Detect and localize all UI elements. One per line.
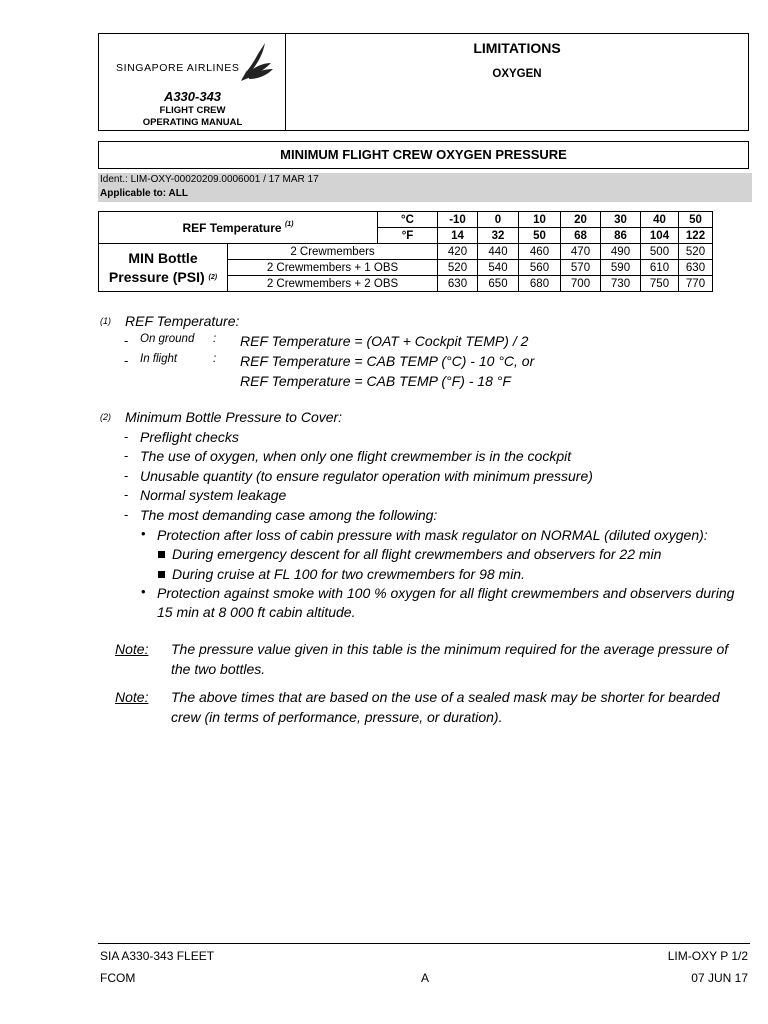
page-title: MINIMUM FLIGHT CREW OXYGEN PRESSURE bbox=[98, 141, 749, 169]
bullet-icon: • bbox=[141, 526, 146, 541]
pressure-cell: 630 bbox=[438, 276, 478, 292]
pressure-cell: 440 bbox=[478, 244, 519, 260]
footnote-marker: (2) bbox=[208, 273, 218, 281]
pressure-cell: 610 bbox=[641, 260, 679, 276]
dash: - bbox=[124, 468, 129, 483]
temp-f-cell: 86 bbox=[601, 228, 641, 244]
footer-page: LIM-OXY P 1/2 bbox=[667, 949, 748, 963]
dash: - bbox=[124, 333, 129, 348]
in-flight-formula: REF Temperature = CAB TEMP (°F) - 18 °F bbox=[240, 373, 511, 389]
list-item: Unusable quantity (to ensure regulator operation with minimum pressure) bbox=[140, 468, 593, 484]
unit-celsius: °C bbox=[378, 212, 438, 228]
temp-f-cell: 68 bbox=[561, 228, 601, 244]
dash: - bbox=[124, 448, 129, 463]
square-bullet-icon bbox=[158, 571, 165, 578]
temp-c-cell: -10 bbox=[438, 212, 478, 228]
applicability: Applicable to: ALL bbox=[100, 188, 188, 199]
temp-c-cell: 30 bbox=[601, 212, 641, 228]
footer-divider bbox=[98, 943, 750, 944]
footer-fleet: SIA A330-343 FLEET bbox=[100, 949, 215, 963]
ref-temp-header bbox=[99, 212, 378, 244]
crew-config-label: 2 Crewmembers bbox=[228, 244, 438, 260]
sub-item: 15 min at 8 000 ft cabin altitude. bbox=[157, 604, 356, 620]
in-flight-formula: REF Temperature = CAB TEMP (°C) - 10 °C, or bbox=[240, 353, 535, 369]
ident-line: Ident.: LIM-OXY-00020209.0006001 / 17 MAR 17 bbox=[100, 174, 319, 185]
pressure-cell: 520 bbox=[438, 260, 478, 276]
list-item: Normal system leakage bbox=[140, 487, 287, 503]
pressure-cell: 470 bbox=[561, 244, 601, 260]
sub-sub-item: During emergency descent for all flight crewmembers and observers for 22 min bbox=[172, 546, 662, 562]
temp-c-cell: 10 bbox=[519, 212, 561, 228]
sub-item: Protection against smoke with 100 % oxygen for all flight crewmembers and observers during bbox=[157, 585, 735, 601]
aircraft-model: A330-343 bbox=[163, 89, 222, 104]
footer-doc: FCOM bbox=[100, 971, 136, 985]
table-row bbox=[99, 212, 713, 228]
dash: - bbox=[124, 353, 129, 368]
square-bullet-icon bbox=[158, 551, 165, 558]
pressure-cell: 680 bbox=[519, 276, 561, 292]
dash: - bbox=[124, 429, 129, 444]
note-label: Note: bbox=[115, 689, 149, 705]
temp-c-cell: 20 bbox=[561, 212, 601, 228]
on-ground-label: On ground bbox=[140, 333, 195, 345]
temp-f-cell: 122 bbox=[679, 228, 713, 244]
min-label-line1: MIN Bottle bbox=[128, 249, 198, 266]
dash: - bbox=[124, 487, 129, 502]
on-ground-formula: REF Temperature = (OAT + Cockpit TEMP) / 2 bbox=[240, 333, 529, 349]
note2-heading: Minimum Bottle Pressure to Cover: bbox=[125, 409, 343, 425]
footer-date: 07 JUN 17 bbox=[691, 971, 748, 985]
list-item: Preflight checks bbox=[140, 429, 239, 445]
pressure-cell: 420 bbox=[438, 244, 478, 260]
note-text: the two bottles. bbox=[171, 661, 266, 677]
note-text: The above times that are based on the use of a sealed mask may be shorter for bearded bbox=[171, 689, 720, 705]
pressure-cell: 540 bbox=[478, 260, 519, 276]
ref-temp-label: REF Temperature bbox=[182, 220, 282, 235]
list-item: The use of oxygen, when only one flight crewmember is in the cockpit bbox=[140, 448, 572, 464]
section-title: OXYGEN bbox=[492, 68, 542, 80]
bullet-icon: • bbox=[141, 584, 146, 599]
pressure-cell: 520 bbox=[679, 244, 713, 260]
temp-f-cell: 104 bbox=[641, 228, 679, 244]
document-header bbox=[98, 33, 749, 131]
temp-f-cell: 50 bbox=[519, 228, 561, 244]
pressure-cell: 630 bbox=[679, 260, 713, 276]
colon: : bbox=[213, 333, 217, 345]
temp-c-cell: 50 bbox=[679, 212, 713, 228]
crew-config-label: 2 Crewmembers + 2 OBS bbox=[228, 276, 438, 292]
pressure-cell: 730 bbox=[601, 276, 641, 292]
logo-cell bbox=[99, 34, 286, 130]
unit-fahrenheit: °F bbox=[378, 228, 438, 244]
oxygen-pressure-table bbox=[98, 211, 713, 292]
pressure-cell: 750 bbox=[641, 276, 679, 292]
list-item: The most demanding case among the following: bbox=[140, 507, 438, 523]
note-text: crew (in terms of performance, pressure, or duration). bbox=[171, 709, 503, 725]
sub-item: Protection after loss of cabin pressure with mask regulator on NORMAL (diluted oxygen): bbox=[157, 527, 708, 543]
manual-title-line1: FLIGHT CREW bbox=[159, 105, 226, 116]
pressure-cell: 590 bbox=[601, 260, 641, 276]
pressure-cell: 560 bbox=[519, 260, 561, 276]
temp-f-cell: 14 bbox=[438, 228, 478, 244]
temp-c-cell: 40 bbox=[641, 212, 679, 228]
chapter-title: LIMITATIONS bbox=[473, 40, 561, 56]
sub-sub-item: During cruise at FL 100 for two crewmembers for 98 min. bbox=[172, 566, 525, 582]
note-text: The pressure value given in this table is the minimum required for the average pressure of bbox=[171, 641, 729, 657]
footnote-marker: (1) bbox=[284, 220, 294, 228]
footer-revision: A bbox=[421, 971, 430, 985]
note-label: Note: bbox=[115, 641, 149, 657]
dash: - bbox=[124, 507, 129, 522]
pressure-cell: 460 bbox=[519, 244, 561, 260]
crew-config-label: 2 Crewmembers + 1 OBS bbox=[228, 260, 438, 276]
pressure-cell: 570 bbox=[561, 260, 601, 276]
pressure-cell: 650 bbox=[478, 276, 519, 292]
min-pressure-header bbox=[99, 244, 228, 292]
temp-c-cell: 0 bbox=[478, 212, 519, 228]
pressure-cell: 500 bbox=[641, 244, 679, 260]
ident-bar bbox=[98, 173, 752, 202]
footnote-marker: (2) bbox=[100, 412, 111, 422]
pressure-cell: 490 bbox=[601, 244, 641, 260]
note1-heading: REF Temperature: bbox=[125, 313, 240, 329]
manual-title-line2: OPERATING MANUAL bbox=[142, 117, 243, 128]
airline-name: SINGAPORE AIRLINES bbox=[116, 62, 240, 74]
colon: : bbox=[213, 353, 217, 365]
min-label-line2: Pressure (PSI) bbox=[108, 268, 205, 285]
pressure-cell: 700 bbox=[561, 276, 601, 292]
table-row bbox=[99, 244, 713, 260]
temp-f-cell: 32 bbox=[478, 228, 519, 244]
pressure-cell: 770 bbox=[679, 276, 713, 292]
in-flight-label: In flight bbox=[140, 353, 178, 365]
singapore-airlines-bird-icon bbox=[235, 39, 275, 83]
footnote-marker: (1) bbox=[100, 316, 111, 326]
